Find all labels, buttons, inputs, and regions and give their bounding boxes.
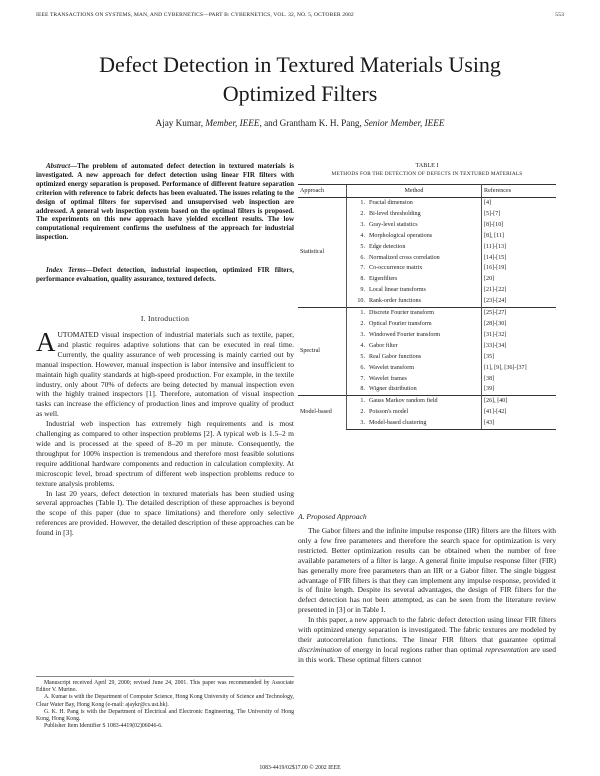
table-title: METHODS FOR THE DETECTION OF DEFECTS IN TEXTURED MATERIALS [331,171,523,177]
references-cell: [16]-[19] [484,265,507,272]
journal-header: IEEE TRANSACTIONS ON SYSTEMS, MAN, AND CYBERNETICS—PART B: CYBERNETICS, VOL. 32, NO. 5, OCTOBER 2002 [36,12,354,18]
method-cell [347,308,482,319]
index-terms [36,266,294,284]
method-name: Wigner distribution [369,386,417,393]
footnote-identifier: Publisher Item Identifier S 1083-4419(02)06046-6. [44,723,163,730]
title-line-1: Defect Detection in Textured Materials Using [99,52,501,77]
proposed-text-b: of energy in local regions rather than optimal [341,644,486,654]
proposed-paragraph-1: The Gabor filters and the infinite impulse response (IIR) filters are the filters with only a few free parameters and therefore the search space for optimization is very restricted. Better optimization results can be obtained when the number of free available parameters of a filter is large. A general finite impulse response filter (FIR) has generally more free parameters than an IIR or a Gabor filter. The single biggest advantage of FIR filters is that they can implement any impulse response, provided it is of finite length. Despite its several advantages, the design of FIR filters for the defect detection has not been attempted, as can be seen from the literature review presented in [3] or in Table I. [298,526,556,615]
method-number: 3. [360,221,365,228]
table-row [298,198,556,209]
drop-cap: A [36,327,56,357]
approach-cell: Model-based [298,396,347,430]
method-number: 5. [360,243,365,250]
method-name: Fractal dimension [369,200,413,206]
proposed-text-a: In this paper, a new approach to the fabric defect detection using linear FIR filters with optimized energy separation is investigated. The fabric textures are modeled by their autocorrelation functions. The linear FIR filters that guarantee optimal [298,615,556,644]
method-cell [347,384,482,395]
method-name: Wavelet transform [369,364,415,371]
header-method: Method [347,185,482,198]
references-cell: [39] [484,386,495,393]
method-cell [347,296,482,307]
references-cell: [20] [484,276,495,283]
method-number: 2. [360,409,365,416]
method-cell [347,418,482,429]
index-terms-label: Index Terms— [46,266,93,274]
references-cell: [5]-[7] [484,210,501,217]
table-row [298,396,556,407]
section-heading-introduction: I. Introduction [140,314,190,323]
method-number: 4. [360,342,365,349]
abstract-text: The problem of automated defect detection in textured materials is investigated. A new approach for defect detection using linear FIR filters with optimized energy separation is proposed. Performance of different feature separation criterion with reference to fabric defects has been evaluated. The issues relating to the design of optimal filters for supervised and unsupervised web inspection are addressed. A general web inspection system based on the optimal filters is proposed. The experiments on this new approach have yielded excellent results. The low computational requirement confirms the usefulness of the approach for industrial inspection. [36,162,294,242]
index-terms-text: Defect detection, industrial inspection, optimized FIR filters, performance evaluation, quality assurance, textured defects. [36,266,294,283]
intro-paragraph-1: UTOMATED visual inspection of industrial materials such as textile, paper, and plastic requires adaptive solutions that can be executed in real time. Currently, the quality assurance of web processing is mainly carried out by manual inspection. However, manual inspection is labor intensive and insufficient to maintain high quality standards at high-speed production. For example, in the textile industry, only about 70% of defects are being detected by manual inspection even with the highly trained inspectors [1]. Therefore, automation of visual inspection tasks can increase the efficiency of production lines and improve quality of product as well. [36,330,294,419]
method-name: Co-occurrence matrix [369,265,423,272]
references-cell: [25]-[27] [482,308,557,319]
method-number: 7. [360,375,365,382]
proposed-approach-body [298,526,556,665]
references-cell: [38] [484,375,495,382]
author-2: Grantham K. H. Pang, [279,118,362,128]
header-references: References [482,185,557,198]
footnote-author-2: G. K. H. Pang is with the Department of Electrical and Electronic Engineering, The University of Hong Kong, Hong Kong. [36,708,294,723]
references-cell: [23]-[24] [484,298,507,305]
method-number: 6. [360,254,365,261]
method-name: Rank-order functions [369,298,421,305]
method-cell [347,407,482,418]
references-cell: [1], [9], [36]-[37] [484,364,527,371]
method-cell [347,263,482,274]
intro-paragraph-3: In last 20 years, defect detection in textured materials has been studied using several approaches (Table I). The detailed description of these approaches is beyond the scope of this paper (due to space limitations) and therefore only selective references are provided. However, the detailed description of these approaches can be found in [3]. [36,488,294,538]
references-cell: [41]-[42] [484,409,507,416]
references-cell: [8]-[10] [484,221,504,228]
method-cell [347,253,482,264]
method-cell [347,341,482,352]
method-name: Normalized cross correlation [369,254,440,261]
author-line [0,118,600,128]
method-cell [347,209,482,220]
method-name: Edge detection [369,243,406,250]
author-2-role: Senior Member, IEEE [364,118,445,128]
references-cell: [11]-[13] [484,243,507,250]
author-conjunction: and [264,118,278,128]
paper-title [0,50,600,108]
running-head [36,12,564,18]
method-cell [347,220,482,231]
method-number: 9. [360,287,365,294]
footnote-rule [36,676,294,677]
method-name: Wavelet frames [369,375,407,382]
method-number: 10. [357,298,365,305]
method-name: Gauss Markov random field [369,398,438,405]
method-cell [347,198,482,209]
method-number: 8. [360,276,365,283]
method-number: 6. [360,364,365,371]
method-cell [347,285,482,296]
abstract-label: Abstract— [46,162,78,170]
footnotes [36,680,294,730]
method-number: 7. [360,265,365,272]
references-cell: [31]-[32] [484,331,507,338]
emphasis-representation: representation [485,644,529,654]
author-1: Ajay Kumar, [155,118,204,128]
method-number: 1. [360,200,365,206]
method-name: Gabor filter [369,342,398,349]
table-row [298,308,556,319]
intro-paragraph-2: Industrial web inspection has extremely high requirements and is most challenging as compared to other inspection problems [2]. A typical web is 1.5–2 m wide and is processed at the speed of 8–20 m per minute. Consequently, the throughput for 100% inspection is tremendous and therefore most feasible solutions require additional hardware components and reduction in calculation complexity. At microscopic level, broad spectrum of different web inspection problems reduce to texture analysis problems. [36,419,294,488]
method-name: Discrete Fourier transform [369,310,434,317]
references-cell: [35] [484,353,495,360]
references-cell: [28]-[30] [484,320,507,327]
method-number: 4. [360,232,365,239]
method-number: 2. [360,210,365,217]
table-label: TABLE I [415,162,439,169]
proposed-paragraph-2 [298,615,556,665]
method-number: 1. [360,310,365,317]
table-header-row [298,185,556,198]
method-name: Morphological operations [369,232,433,239]
emphasis-discrimination: discrimination [298,644,342,654]
title-line-2: Optimized Filters [222,81,378,106]
method-name: Gray-level statistics [369,221,418,228]
footnote-received: Manuscript received April 29, 2000; revised June 24, 2001. This paper was recommended by Associate Editor V. Murino. [36,680,294,694]
method-cell [347,319,482,330]
references-cell: [33]-[34] [484,342,507,349]
approach-cell: Statistical [298,198,347,308]
method-name: Real Gabor functions [369,353,422,360]
method-number: 3. [360,331,365,338]
method-name: Bi-level thresholding [369,210,421,217]
method-name: Eigenfilters [369,276,398,283]
method-name: Local linear transforms [369,287,426,294]
method-cell [347,396,482,407]
approach-cell: Spectral [298,308,347,396]
header-approach: Approach [298,185,347,198]
references-cell: [8], [11] [484,232,505,239]
references-cell: [14]-[15] [484,254,507,261]
page-number: 553 [555,12,564,18]
method-cell [347,374,482,385]
footnote-author-1: A. Kumar is with the Department of Computer Science, Hong Kong University of Science and Technology, Clear Water Bay, Hong Kong (e-mail: ajaykr@cs.ust.hk). [36,694,294,708]
method-number: 2. [360,320,365,327]
references-cell: [21]-[22] [484,287,507,294]
introduction-body [36,327,294,538]
table-caption [298,162,556,178]
method-cell [347,352,482,363]
method-cell [347,330,482,341]
method-cell [347,274,482,285]
copyright-line: 1083-4419/02$17.00 © 2002 IEEE [259,765,341,771]
method-name: Model-based clustering [369,420,427,427]
author-1-role: Member, IEEE, [205,118,262,128]
method-cell [347,363,482,374]
methods-table [298,184,556,430]
method-cell [347,231,482,242]
method-cell [347,242,482,253]
references-cell: [4] [482,198,557,209]
method-number: 8. [360,386,365,393]
method-name: Optical Fourier transform [369,320,432,327]
method-name: Windowed Fourier transform [369,331,441,338]
method-number: 5. [360,353,365,360]
abstract [36,162,294,242]
subsection-heading: A. Proposed Approach [298,512,367,521]
method-name: Poisson's model [369,409,409,416]
method-number: 3. [360,420,365,427]
proposed-text-c: are used in this work. These optimal filters cannot [298,644,556,664]
method-number: 1. [360,398,365,405]
references-cell: [43] [482,418,557,429]
references-cell: [26], [40] [482,396,557,407]
